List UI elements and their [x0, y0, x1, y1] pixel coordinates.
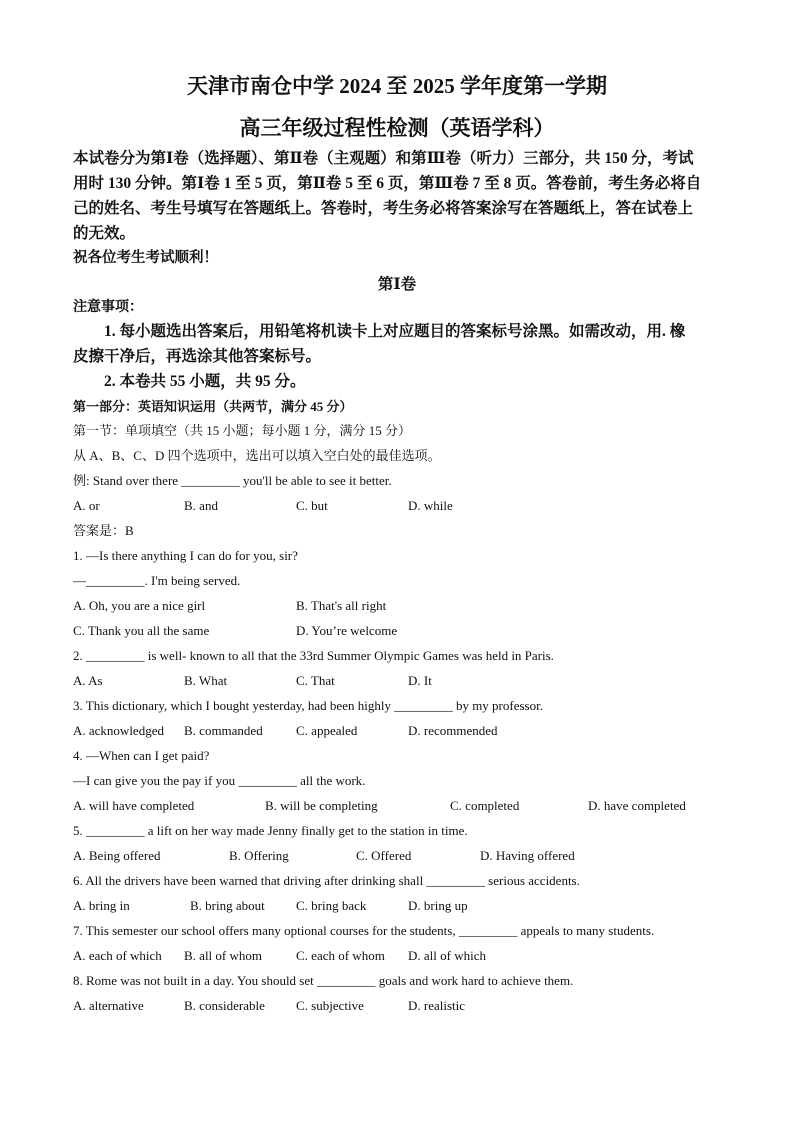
question-4-reply: —I can give you the pay if you _________ all the work. — [73, 773, 366, 788]
question-1-option-c: C. Thank you all the same — [73, 623, 210, 638]
example-stem: 例: Stand over there _________ you'll be able to see it better. — [73, 473, 392, 488]
question-5-option-c: C. Offered — [356, 848, 412, 863]
intro-paragraph — [73, 146, 728, 271]
question-5-option-a: A. Being offered — [73, 848, 161, 863]
good-luck-wish: 祝各位考生考试顺利！ — [73, 250, 218, 266]
question-7-option-c: C. each of whom — [296, 948, 385, 963]
question-2-option-b: B. What — [184, 673, 228, 688]
question-1-option-d: D. You’re welcome — [296, 623, 398, 638]
question-2-option-c: C. That — [296, 673, 335, 688]
question-3-stem: 3. This dictionary, which I bought yesterday, had been highly _________ by my professor. — [73, 698, 543, 713]
question-5-stem: 5. _________ a lift on her way made Jenny finally get to the station in time. — [73, 823, 468, 838]
question-4-stem: 4. —When can I get paid? — [73, 748, 210, 763]
question-6-option-d: D. bring up — [408, 898, 468, 913]
example-option-a: A. or — [73, 498, 100, 513]
question-8-option-b: B. considerable — [184, 998, 265, 1013]
intro-line: 的无效。 — [73, 225, 136, 242]
question-8-stem: 8. Rome was not built in a day. You should set _________ goals and work hard to achieve them. — [73, 973, 574, 988]
note-item-1-line2: 皮擦干净后，再选涂其他答案标号。 — [73, 348, 322, 365]
section1-heading: 第一节：单项填空（共 15 小题；每小题 1 分，满分 15 分） — [73, 423, 412, 438]
question-1-reply: —_________. I'm being served. — [73, 573, 241, 588]
question-4-option-d: D. have completed — [588, 798, 686, 813]
part1-heading: 第一部分：英语知识运用（共两节，满分 45 分） — [73, 399, 353, 414]
question-7-option-b: B. all of whom — [184, 948, 262, 963]
intro-line: 用时 130 分钟。第Ⅰ卷 1 至 5 页，第Ⅱ卷 5 至 6 页，第Ⅲ卷 7 至 8 页。答卷前，考生务必将自 — [73, 175, 702, 192]
question-6-stem: 6. All the drivers have been warned that driving after drinking shall _________ serious accidents. — [73, 873, 580, 888]
note-item-1-line1: 1. 每小题选出答案后，用铅笔将机读卡上对应题目的答案标号涂黑。如需改动，用. 橡 — [104, 323, 686, 340]
question-4-option-b: B. will be completing — [265, 798, 378, 813]
question-6-option-b: B. bring about — [190, 898, 265, 913]
question-7-stem: 7. This semester our school offers many optional courses for the students, _________ appeals to many students. — [73, 923, 655, 938]
question-8-option-a: A. alternative — [73, 998, 144, 1013]
question-1-stem: 1. —Is there anything I can do for you, sir? — [73, 548, 298, 563]
question-8-option-d: D. realistic — [408, 998, 466, 1013]
question-4-option-c: C. completed — [450, 798, 520, 813]
question-3-option-a: A. acknowledged — [73, 723, 164, 738]
question-1-option-a: A. Oh, you are a nice girl — [73, 598, 206, 613]
note-item-2: 2. 本卷共 55 小题，共 95 分。 — [104, 373, 306, 390]
question-6-option-a: A. bring in — [73, 898, 130, 913]
volume-title: 第Ⅰ卷 — [377, 276, 417, 293]
question-1-option-b: B. That's all right — [296, 598, 387, 613]
intro-line: 己的姓名、考生号填写在答题纸上。答卷时，考生务必将答案涂写在答题纸上，答在试卷上 — [73, 200, 694, 217]
example-option-b: B. and — [184, 498, 218, 513]
question-3-option-c: C. appealed — [296, 723, 358, 738]
exam-title: 天津市南仓中学 2024 至 2025 学年度第一学期 — [187, 74, 607, 98]
question-3-option-d: D. recommended — [408, 723, 498, 738]
notes-heading: 注意事项： — [73, 300, 143, 315]
question-5-option-b: B. Offering — [229, 848, 289, 863]
question-4-option-a: A. will have completed — [73, 798, 195, 813]
question-7-option-d: D. all of which — [408, 948, 486, 963]
question-2-stem: 2. _________ is well- known to all that the 33rd Summer Olympic Games was held in Paris. — [73, 648, 554, 663]
intro-line: 本试卷分为第Ⅰ卷（选择题）、第Ⅱ卷（主观题）和第Ⅲ卷（听力）三部分，共 150 分，考试 — [73, 150, 694, 167]
section1-instruction: 从 A、B、C、D 四个选项中，选出可以填入空白处的最佳选项。 — [73, 448, 441, 463]
example-answer: 答案是：B — [73, 523, 134, 538]
example-option-c: C. but — [296, 498, 328, 513]
exam-subtitle: 高三年级过程性检测（英语学科） — [239, 116, 555, 140]
question-8-option-c: C. subjective — [296, 998, 364, 1013]
question-2-option-d: D. It — [408, 673, 432, 688]
question-2-option-a: A. As — [73, 673, 103, 688]
example-option-d: D. while — [408, 498, 453, 513]
question-3-option-b: B. commanded — [184, 723, 263, 738]
question-5-option-d: D. Having offered — [480, 848, 575, 863]
question-7-option-a: A. each of which — [73, 948, 162, 963]
question-6-option-c: C. bring back — [296, 898, 367, 913]
